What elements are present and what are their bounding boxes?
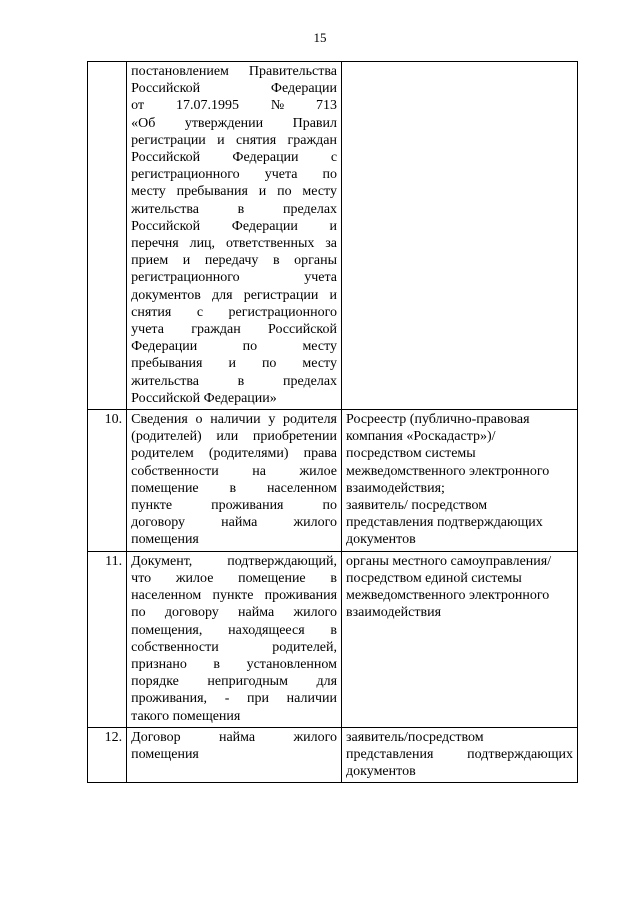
document-line: договору найма жилого: [131, 515, 338, 531]
source-line: межведомственного электронного: [346, 463, 550, 479]
table-row: [88, 410, 578, 552]
document-line: жительства в пределах: [131, 373, 338, 389]
source-cell: [342, 62, 578, 410]
source-line: заявитель/посредством: [346, 729, 484, 745]
document-line: [131, 80, 337, 97]
document-line: проживания, - при наличии: [131, 691, 337, 707]
table-row: [88, 727, 578, 783]
source-line: представления подтверждающих: [346, 746, 573, 762]
document-line: собственности на жилое: [131, 463, 338, 479]
page-number: 15: [313, 30, 327, 45]
source-line: компания «Роскадастр»)/: [346, 429, 496, 445]
source-line: Росреестр (публично-правовая: [346, 412, 530, 428]
document-line: (родителей) или приобретении: [131, 429, 338, 445]
document-line: месту пребывания и по месту: [131, 184, 337, 200]
document-line: «Об утверждении Правил: [131, 115, 338, 131]
document-line: жительства в пределах: [131, 201, 338, 217]
document-cell: [127, 727, 342, 783]
source-cell: [342, 410, 578, 552]
source-line: посредством единой системы: [346, 570, 522, 586]
document-line: Сведения о наличии у родителя: [131, 412, 338, 428]
document-line: Российской Федерации и: [131, 218, 338, 234]
document-line: прием и передачу в органы: [131, 253, 338, 269]
document-line: помещения: [131, 746, 199, 762]
document-line-text: Российской: [131, 81, 201, 97]
document-line: перечня лиц, ответственных за: [131, 236, 337, 252]
table-body: [88, 62, 578, 783]
source-cell: [342, 551, 578, 727]
document-line: регистрации и снятия граждан: [131, 132, 338, 148]
source-line: документов: [346, 532, 416, 548]
table-row: [88, 551, 578, 727]
document-line: от 17.07.1995 № 713: [131, 98, 338, 114]
document-line: регистрационного учета: [131, 270, 338, 286]
source-cell: [342, 727, 578, 783]
document-line-extra-word: Федерации: [270, 81, 338, 97]
source-line: взаимодействия: [346, 605, 442, 621]
document-line: учета граждан Российской: [131, 322, 338, 338]
table-row: [88, 62, 578, 410]
document-line: пребывания и по месту: [131, 356, 337, 372]
source-line: взаимодействия;: [346, 480, 445, 496]
document-line: Документ, подтверждающий,: [131, 553, 338, 569]
document-line: регистрационного учета по: [131, 167, 338, 183]
document-line: такого помещения: [131, 708, 241, 724]
document-line: помещения, находящееся в: [131, 622, 338, 638]
document-line: Договор найма жилого: [131, 729, 338, 745]
source-line: органы местного самоуправления/: [346, 553, 552, 569]
document-line: собственности родителей,: [131, 639, 338, 655]
document-line: Российской Федерации»: [131, 390, 277, 406]
document-line: постановлением Правительства: [131, 64, 338, 79]
document-line: Российской Федерации с: [131, 150, 338, 166]
row-number: 11.: [88, 551, 127, 727]
document-line: документов для регистрации и: [131, 287, 337, 303]
document-line: пункте проживания по: [131, 498, 338, 514]
document-cell: [127, 551, 342, 727]
document-line: помещение в населенном: [131, 480, 338, 496]
document-line: населенном пункте проживания: [131, 588, 338, 604]
documents-table: [87, 61, 578, 783]
source-line: посредством системы: [346, 446, 476, 462]
document-line: по договору найма жилого: [131, 605, 337, 621]
document-line: родителем (родителями) права: [131, 446, 338, 462]
row-number: 10.: [88, 410, 127, 552]
source-line: документов: [346, 764, 416, 780]
source-line: межведомственного электронного: [346, 588, 550, 604]
document-cell: [127, 62, 342, 410]
source-line: заявитель/ посредством: [346, 498, 488, 514]
row-number: 12.: [88, 727, 127, 783]
document-line: снятия с регистрационного: [131, 304, 338, 320]
document-line: признано в установленном: [131, 656, 338, 672]
document-line: порядке непригодным для: [131, 674, 338, 690]
document-cell: [127, 410, 342, 552]
document-line: помещения: [131, 532, 199, 548]
document-line: Федерации по месту: [131, 339, 338, 355]
row-number: [88, 62, 127, 410]
document-line: что жилое помещение в: [131, 570, 338, 586]
source-line: представления подтверждающих: [346, 515, 543, 531]
